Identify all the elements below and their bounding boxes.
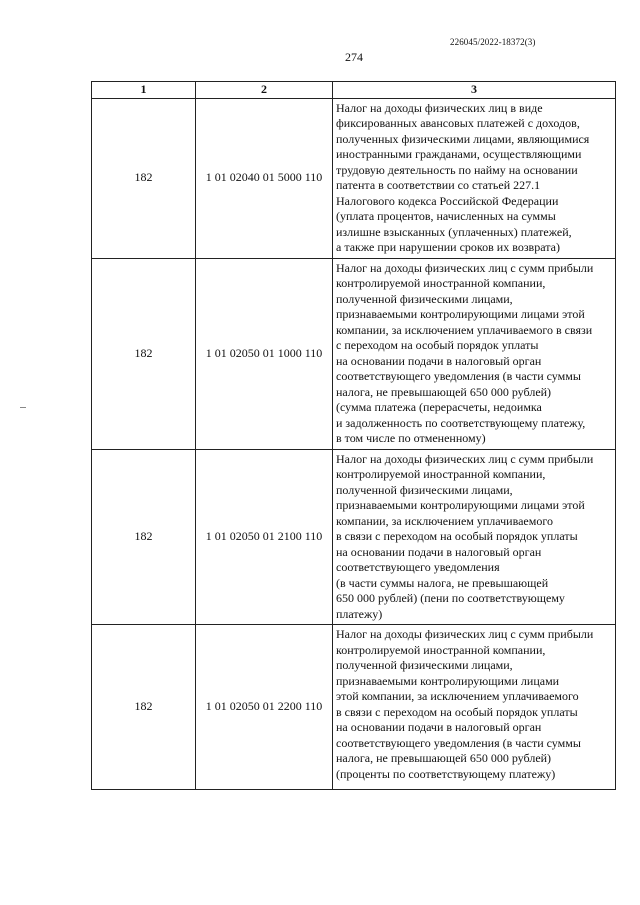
description-line: в том числе по отмененному) [336, 431, 486, 445]
admin-code-cell: 182 [92, 449, 196, 625]
description-line: соответствующего уведомления [336, 560, 500, 574]
description-line: а также при нарушении сроков их возврата) [336, 240, 560, 254]
budget-classification-code-cell: 1 01 02050 01 2100 110 [196, 449, 333, 625]
description-line: излишне взысканных (уплаченных) платежей, [336, 224, 572, 239]
description-line: иностранными гражданами, осуществляющими [336, 147, 582, 161]
table-header-row [92, 82, 616, 99]
description-line: (проценты по соответствующему платежу) [336, 766, 556, 781]
description-line: (в части суммы налога, не превышающей [336, 575, 549, 590]
description-line: признаваемыми контролирующими лицами [336, 673, 560, 688]
description-line: Налог на доходы физических лиц с сумм прибыли [336, 627, 594, 641]
admin-code-cell: 182 [92, 258, 196, 449]
description-line: контролируемой иностранной компании, [336, 276, 546, 290]
description-line: полученной физическими лицами, [336, 482, 513, 497]
description-line: признаваемыми контролирующими лицами этой [336, 307, 585, 321]
description-line: соответствующего уведомления (в части суммы [336, 369, 581, 383]
description-line: контролируемой иностранной компании, [336, 467, 546, 481]
description-line: налога, не превышающей 650 000 рублей) [336, 751, 552, 765]
description-line: этой компании, за исключением уплачиваемого [336, 689, 579, 703]
description-cell [333, 258, 616, 449]
description-line: с переходом на особый порядок уплаты [336, 338, 539, 352]
description-line: на основании подачи в налоговый орган [336, 544, 542, 559]
admin-code-cell: 182 [92, 625, 196, 790]
description-line: полученных физическими лицами, являющимися [336, 131, 590, 146]
scan-mark [20, 407, 26, 408]
page-number: 274 [345, 50, 363, 64]
description-line: признаваемыми контролирующими лицами этой [336, 498, 585, 512]
budget-classification-code-cell: 1 01 02040 01 5000 110 [196, 98, 333, 258]
table-row [92, 449, 616, 625]
description-line: (сумма платежа (перерасчеты, недоимка [336, 400, 542, 414]
description-line: и задолженность по соответствующему платежу, [336, 415, 586, 430]
description-cell [333, 625, 616, 790]
description-line: фиксированных авансовых платежей с доходов, [336, 116, 580, 130]
description-line: соответствующего уведомления (в части суммы [336, 735, 581, 750]
budget-classification-code-cell: 1 01 02050 01 1000 110 [196, 258, 333, 449]
table-row [92, 625, 616, 790]
budget-classification-code-cell: 1 01 02050 01 2200 110 [196, 625, 333, 790]
budget-codes-table [91, 81, 616, 790]
description-line: 650 000 рублей) (пени по соответствующему [336, 591, 565, 605]
description-line: Налогового кодекса Российской Федерации [336, 193, 559, 208]
column-header-1: 1 [92, 82, 196, 99]
description-line: Налог на доходы физических лиц в виде [336, 100, 543, 115]
description-line: компании, за исключением уплачиваемого в связи [336, 322, 593, 337]
description-line: в связи с переходом на особый порядок уплаты [336, 704, 578, 719]
description-line: платежу) [336, 606, 383, 621]
table-body [92, 98, 616, 790]
description-line: в связи с переходом на особый порядок уплаты [336, 529, 578, 543]
description-cell [333, 449, 616, 625]
table-row [92, 98, 616, 258]
admin-code-cell: 182 [92, 98, 196, 258]
description-line: полученной физическими лицами, [336, 291, 513, 306]
description-line: трудовую деятельность по найму на основании [336, 162, 578, 177]
description-line: налога, не превышающей 650 000 рублей) [336, 384, 552, 399]
document-number: 226045/2022-18372(3) [450, 37, 536, 47]
description-line: Налог на доходы физических лиц с сумм прибыли [336, 451, 594, 466]
description-line: полученной физическими лицами, [336, 658, 513, 672]
column-header-3: 3 [333, 82, 616, 99]
description-line: контролируемой иностранной компании, [336, 642, 546, 657]
description-line: Налог на доходы физических лиц с сумм прибыли [336, 260, 594, 275]
description-line: компании, за исключением уплачиваемого [336, 513, 553, 528]
column-header-2: 2 [196, 82, 333, 99]
description-line: на основании подачи в налоговый орган [336, 353, 542, 368]
description-cell [333, 98, 616, 258]
table-row [92, 258, 616, 449]
description-line: (уплата процентов, начисленных на суммы [336, 209, 556, 223]
description-line: патента в соответствии со статьей 227.1 [336, 178, 541, 192]
description-line: на основании подачи в налоговый орган [336, 720, 542, 734]
